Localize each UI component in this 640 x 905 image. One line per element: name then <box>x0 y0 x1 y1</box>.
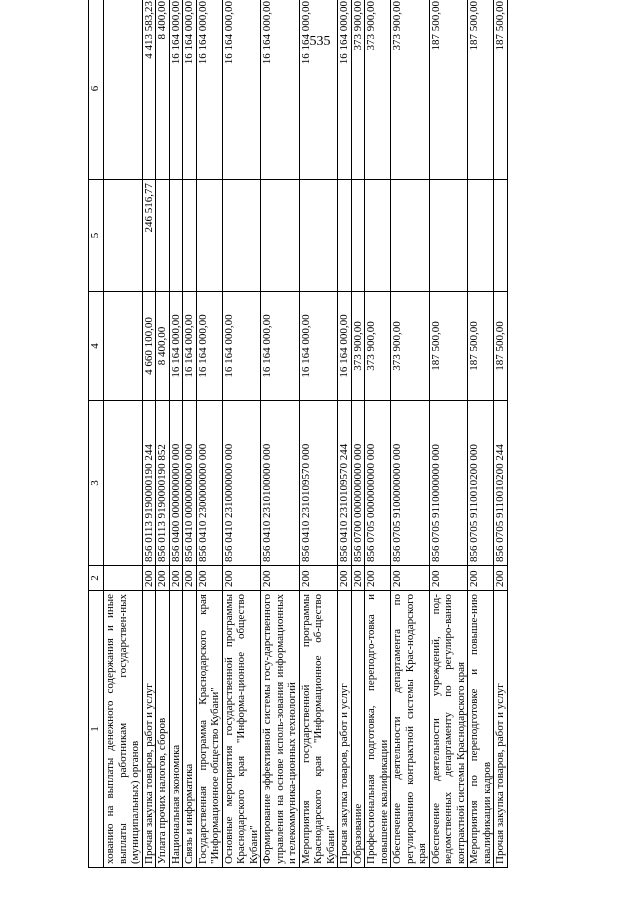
row-value-col4: 16 164 000,00 <box>299 292 338 401</box>
row-value-col4: 16 164 000,00 <box>261 292 300 401</box>
row-value-col4: 373 900,00 <box>365 292 391 401</box>
row-name: Обеспечение деятельности учреждений, под-ведомственных департаменту по регулиро-ванию контрактной системы Краснодарского края <box>429 591 468 868</box>
table-row <box>299 0 338 868</box>
row-address-code: 856 0705 9100000000 000 <box>391 401 430 566</box>
row-value-col4: 373 900,00 <box>391 292 430 401</box>
row-value-col4: 16 164 000,00 <box>222 292 261 401</box>
table-row <box>365 0 391 868</box>
row-value-col5 <box>468 180 494 292</box>
table-row <box>351 0 365 868</box>
header-col-3: 3 <box>89 401 104 566</box>
row-address-code: 856 0410 2310109570 244 <box>338 401 352 566</box>
row-value-col4: 187 500,00 <box>429 292 468 401</box>
row-value-col5 <box>169 180 183 292</box>
row-value-col4: 4 660 100,00 <box>142 292 156 401</box>
table-row <box>169 0 183 868</box>
table-header-row <box>89 0 104 868</box>
row-value-col6: 16 164 000,00 <box>338 0 352 180</box>
row-name: Мероприятия по переподготовке и повыше-нию квалификации кадров <box>468 591 494 868</box>
row-name: Профессиональная подготовка, переподго-товка и повышение квалификации <box>365 591 391 868</box>
row-value-col4: 16 164 000,00 <box>183 292 197 401</box>
row-value-col4 <box>104 292 143 401</box>
row-value-col6: 373 900,00 <box>391 0 430 180</box>
row-value-col5 <box>196 180 222 292</box>
table-row <box>468 0 494 868</box>
row-code: 200 <box>142 566 156 591</box>
row-name: Государственная программа Краснодарского края "Информационное общество Кубани" <box>196 591 222 868</box>
row-name: хованию на выплаты денежного содержания и иные выплаты работникам государствен-ных (муниципальных) органов <box>104 591 143 868</box>
row-code <box>104 566 143 591</box>
row-address-code: 856 0410 2310109570 000 <box>299 401 338 566</box>
row-value-col6: 373 900,00 <box>351 0 365 180</box>
header-col-1: 1 <box>89 591 104 868</box>
row-value-col6: 16 164 000,00 <box>299 0 338 180</box>
row-value-col5 <box>299 180 338 292</box>
row-name: Национальная экономика <box>169 591 183 868</box>
row-value-col5 <box>494 180 508 292</box>
header-col-2: 2 <box>89 566 104 591</box>
row-code: 200 <box>261 566 300 591</box>
row-code: 200 <box>494 566 508 591</box>
row-code: 200 <box>299 566 338 591</box>
row-value-col6: 8 400,00 <box>156 0 170 180</box>
table-body <box>89 0 508 868</box>
row-address-code: 856 0705 9110000000 000 <box>429 401 468 566</box>
row-value-col4: 16 164 000,00 <box>338 292 352 401</box>
row-code: 200 <box>196 566 222 591</box>
table-row <box>391 0 430 868</box>
header-col-6: 6 <box>89 0 104 180</box>
row-value-col5 <box>338 180 352 292</box>
table-row <box>338 0 352 868</box>
row-address-code: 856 0410 2310100000 000 <box>261 401 300 566</box>
row-value-col5 <box>351 180 365 292</box>
page-number: 535 <box>309 34 331 49</box>
table-row <box>494 0 508 868</box>
header-col-5: 5 <box>89 180 104 292</box>
row-address-code: 856 0410 2300000000 000 <box>196 401 222 566</box>
row-value-col4: 16 164 000,00 <box>169 292 183 401</box>
row-value-col6: 16 164 000,00 <box>261 0 300 180</box>
row-name: Образование <box>351 591 365 868</box>
row-value-col5 <box>391 180 430 292</box>
row-name: Обеспечение деятельности департамента по регулированию контрактной системы Крас-нодарского края <box>391 591 430 868</box>
row-name: Прочая закупка товаров, работ и услуг <box>142 591 156 868</box>
table-row <box>222 0 261 868</box>
rotated-table-wrapper <box>88 0 616 868</box>
row-value-col5 <box>156 180 170 292</box>
row-name: Мероприятия государственной программы Краснодарского края "Информационное об-щество Кубани" <box>299 591 338 868</box>
row-value-col4: 16 164 000,00 <box>196 292 222 401</box>
row-code: 200 <box>222 566 261 591</box>
row-address-code: 856 0113 9190000190 852 <box>156 401 170 566</box>
row-value-col6: 187 500,00 <box>494 0 508 180</box>
row-code: 200 <box>429 566 468 591</box>
row-code: 200 <box>391 566 430 591</box>
row-name: Прочая закупка товаров, работ и услуг <box>494 591 508 868</box>
row-value-col6: 4 413 583,23 <box>142 0 156 180</box>
row-address-code: 856 0410 2310000000 000 <box>222 401 261 566</box>
row-code: 200 <box>156 566 170 591</box>
header-col-4: 4 <box>89 292 104 401</box>
row-address-code: 856 0705 9110010200 000 <box>468 401 494 566</box>
row-address-code <box>104 401 143 566</box>
row-value-col6: 373 900,00 <box>365 0 391 180</box>
row-address-code: 856 0705 0000000000 000 <box>365 401 391 566</box>
row-address-code: 856 0400 0000000000 000 <box>169 401 183 566</box>
row-value-col6: 16 164 000,00 <box>169 0 183 180</box>
table-row <box>183 0 197 868</box>
row-code: 200 <box>183 566 197 591</box>
row-address-code: 856 0410 0000000000 000 <box>183 401 197 566</box>
row-value-col5 <box>183 180 197 292</box>
row-value-col4: 187 500,00 <box>468 292 494 401</box>
row-name: Формирование эффективной системы госу-дарственного управления на основе исполь-зования информационных и телекоммуника-ционных технологий <box>261 591 300 868</box>
table-row <box>429 0 468 868</box>
row-address-code: 856 0113 9190000190 244 <box>142 401 156 566</box>
row-name: Основные мероприятия государственной программы Краснодарского края "Информа-ционное общество Кубани" <box>222 591 261 868</box>
row-value-col6: 187 500,00 <box>429 0 468 180</box>
row-code: 200 <box>468 566 494 591</box>
row-value-col5: 246 516,77 <box>142 180 156 292</box>
row-value-col5 <box>365 180 391 292</box>
row-code: 200 <box>365 566 391 591</box>
row-code: 200 <box>169 566 183 591</box>
row-value-col5 <box>261 180 300 292</box>
row-value-col6: 16 164 000,00 <box>222 0 261 180</box>
row-name: Уплата прочих налогов, сборов <box>156 591 170 868</box>
table-row <box>104 0 143 868</box>
row-value-col5 <box>222 180 261 292</box>
row-value-col4: 187 500,00 <box>494 292 508 401</box>
table-row <box>156 0 170 868</box>
row-value-col4: 373 900,00 <box>351 292 365 401</box>
row-address-code: 856 0700 0000000000 000 <box>351 401 365 566</box>
row-address-code: 856 0705 9110010200 244 <box>494 401 508 566</box>
row-name: Связь и информатика <box>183 591 197 868</box>
row-name: Прочая закупка товаров, работ и услуг <box>338 591 352 868</box>
row-value-col6 <box>104 0 143 180</box>
budget-table <box>88 0 508 868</box>
row-value-col5 <box>104 180 143 292</box>
row-value-col6: 16 164 000,00 <box>196 0 222 180</box>
row-code: 200 <box>338 566 352 591</box>
row-value-col4: 8 400,00 <box>156 292 170 401</box>
table-row <box>261 0 300 868</box>
table-row <box>196 0 222 868</box>
row-value-col6: 187 500,00 <box>468 0 494 180</box>
row-code: 200 <box>351 566 365 591</box>
row-value-col6: 16 164 000,00 <box>183 0 197 180</box>
table-row <box>142 0 156 868</box>
row-value-col5 <box>429 180 468 292</box>
